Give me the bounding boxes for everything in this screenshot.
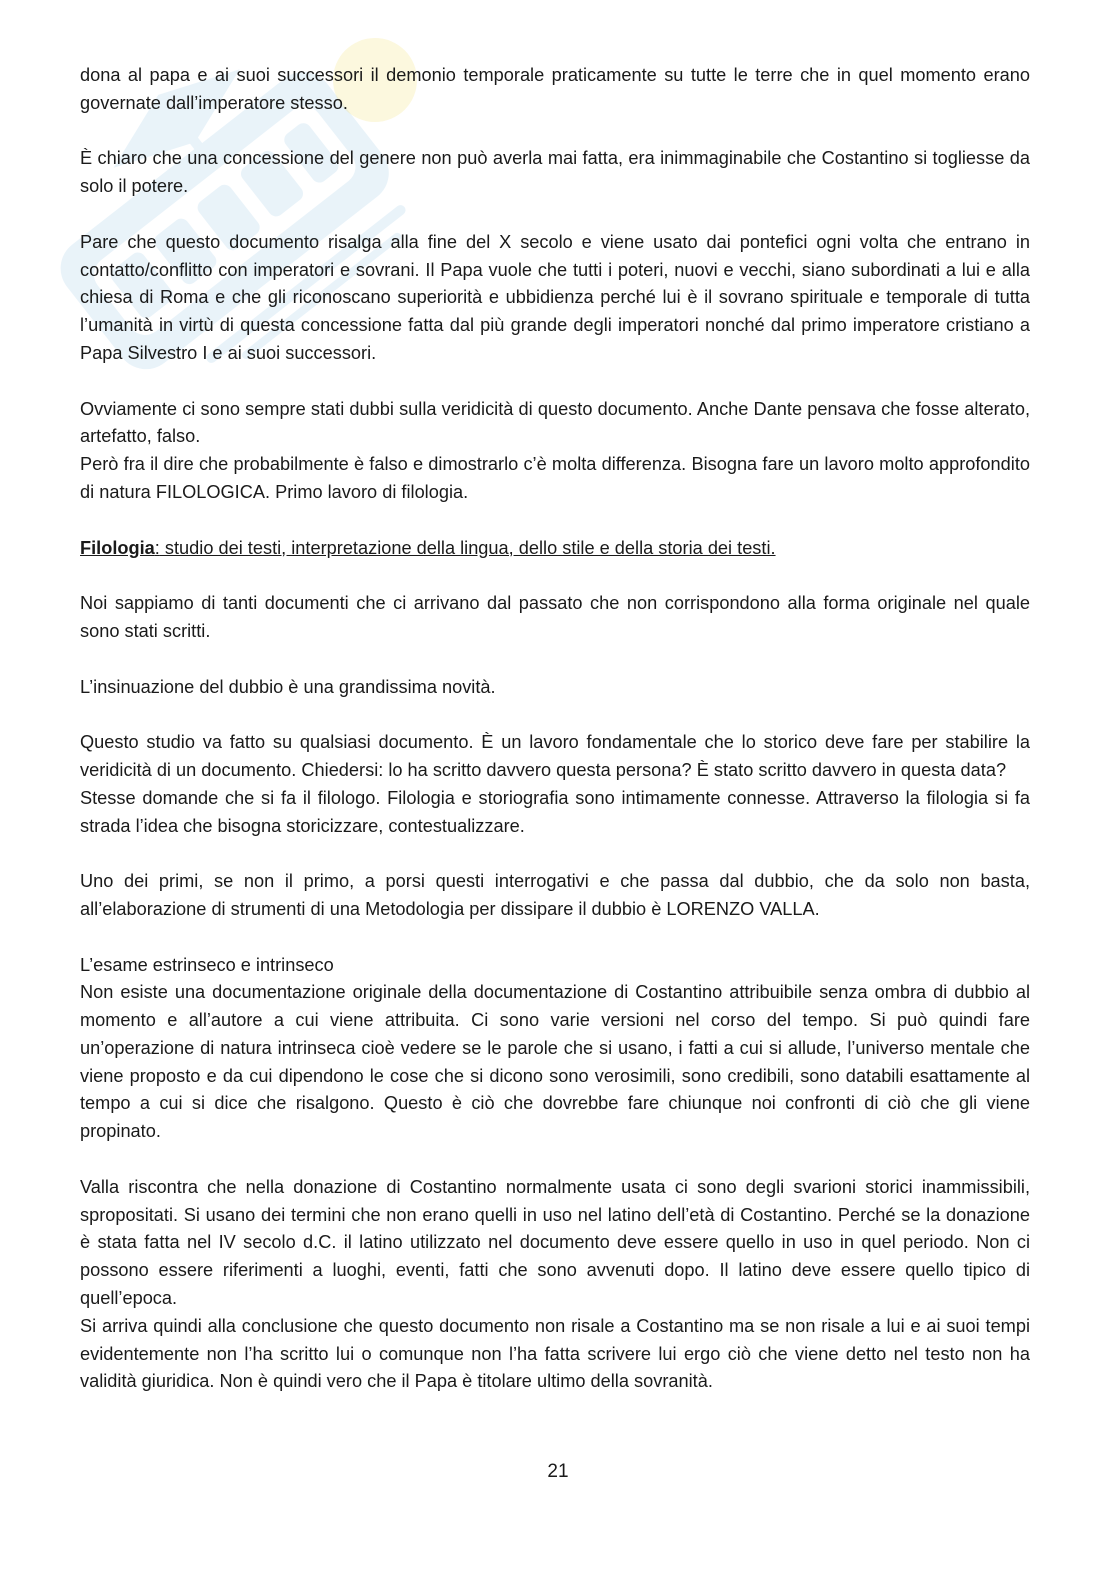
paragraph: dona al papa e ai suoi successori il demonio temporale praticamente su tutte le terre che in quel momento erano governate dall’imperatore stesso. [80,65,1030,113]
definition-paragraph [80,535,1030,563]
paragraph: È chiaro che una concessione del genere non può averla mai fatta, era inimmaginabile che Costantino si togliesse da solo il potere. [80,148,1030,197]
paragraph: Noi sappiamo di tanti documenti che ci arrivano dal passato che non corrispondono alla forma originale nel quale sono stati scritti. [80,593,1030,641]
paragraph: Non esiste una documentazione originale della documentazione di Costantino attribuibile senza ombra di dubbio al momento e all’autore a cui viene attribuita. Ci sono varie versioni nel corso del tempo. Si può quindi fare un’operazione di natura intrinseca cioè vedere se le parole che si usano, i fatti a cui si allude, l’universo mentale che viene proposto e da cui dipendono le cose che si dicono sono verosimili, sono credibili, sono databili esattamente al tempo a cui si dice che risalgono. Questo è ciò che dovrebbe fare chiunque noi confronti di ciò che gli viene propinato. [80,982,1030,1142]
definition-term: Filologia [80,537,155,558]
definition-body: studio dei testi, interpretazione della lingua, dello stile e della storia dei testi. [159,537,776,558]
paragraph: Questo studio va fatto su qualsiasi documento. È un lavoro fondamentale che lo storico deve fare per stabilire la veridicità di un documento. Chiedersi: lo ha scritto davvero questa persona? È stato scritto davvero in questa data? [80,732,1030,780]
document-page [80,62,1030,1424]
paragraph: Uno dei primi, se non il primo, a porsi questi interrogativi e che passa dal dubbio, che da solo non basta, all’elaborazione di strumenti di una Metodologia per dissipare il dubbio è LORENZO VALLA. [80,871,1030,919]
paragraph: Si arriva quindi alla conclusione che questo documento non risale a Costantino ma se non risale a lui e ai suoi tempi evidentemente non l’ha scritto lui o comunque non l’ha fatta scrivere lui ergo ciò che viene detto nel testo non ha validità giuridica. Non è quindi vero che il Papa è titolare ultimo della sovranità. [80,1315,1030,1392]
paragraph: L’insinuazione del dubbio è una grandissima novità. [80,676,496,697]
paragraph: Però fra il dire che probabilmente è falso e dimostrarlo c’è molta differenza. Bisogna fare un lavoro molto approfondito di natura FILOLOGICA. Primo lavoro di filologia. [80,454,1030,502]
paragraph: Valla riscontra che nella donazione di Costantino normalmente usata ci sono degli svarioni storici inammissibili, spropositati. Si usano dei termini che non erano quelli in uso nel latino dell’età di Costantino. Perché se la donazione è stata fatta nel IV secolo d.C. il latino utilizzato nel documento deve essere quello in uso in quel periodo. Non ci possono essere riferimenti a luoghi, eventi, fatti che sono avvenuti dopo. Il latino deve essere quello tipico di quell’epoca. [80,1176,1030,1309]
paragraph: Stesse domande che si fa il filologo. Filologia e storiografia sono intimamente connesse. Attraverso la filologia si fa strada l’idea che bisogna storicizzare, contestualizzare. [80,787,1030,836]
section-heading: L’esame estrinseco e intrinseco [80,954,334,975]
definition-separator: : [154,537,160,558]
page-number: 21 [547,1461,569,1482]
paragraph: Ovviamente ci sono sempre stati dubbi sulla veridicità di questo documento. Anche Dante pensava che fosse alterato, artefatto, falso. [80,398,1030,447]
paragraph: Pare che questo documento risalga alla fine del X secolo e viene usato dai pontefici ogni volta che entrano in contatto/conflitto con imperatori e sovrani. Il Papa vuole che tutti i poteri, nuovi e vecchi, siano subordinati a lui e alla chiesa di Roma e che gli riconoscano superiorità e ubbidienza perché lui è il sovrano spirituale e temporale di tutta l’umanità in virtù di questa concessione fatta dal più grande degli imperatori nonché dal primo imperatore cristiano a Papa Silvestro I e ai suoi successori. [80,231,1030,363]
